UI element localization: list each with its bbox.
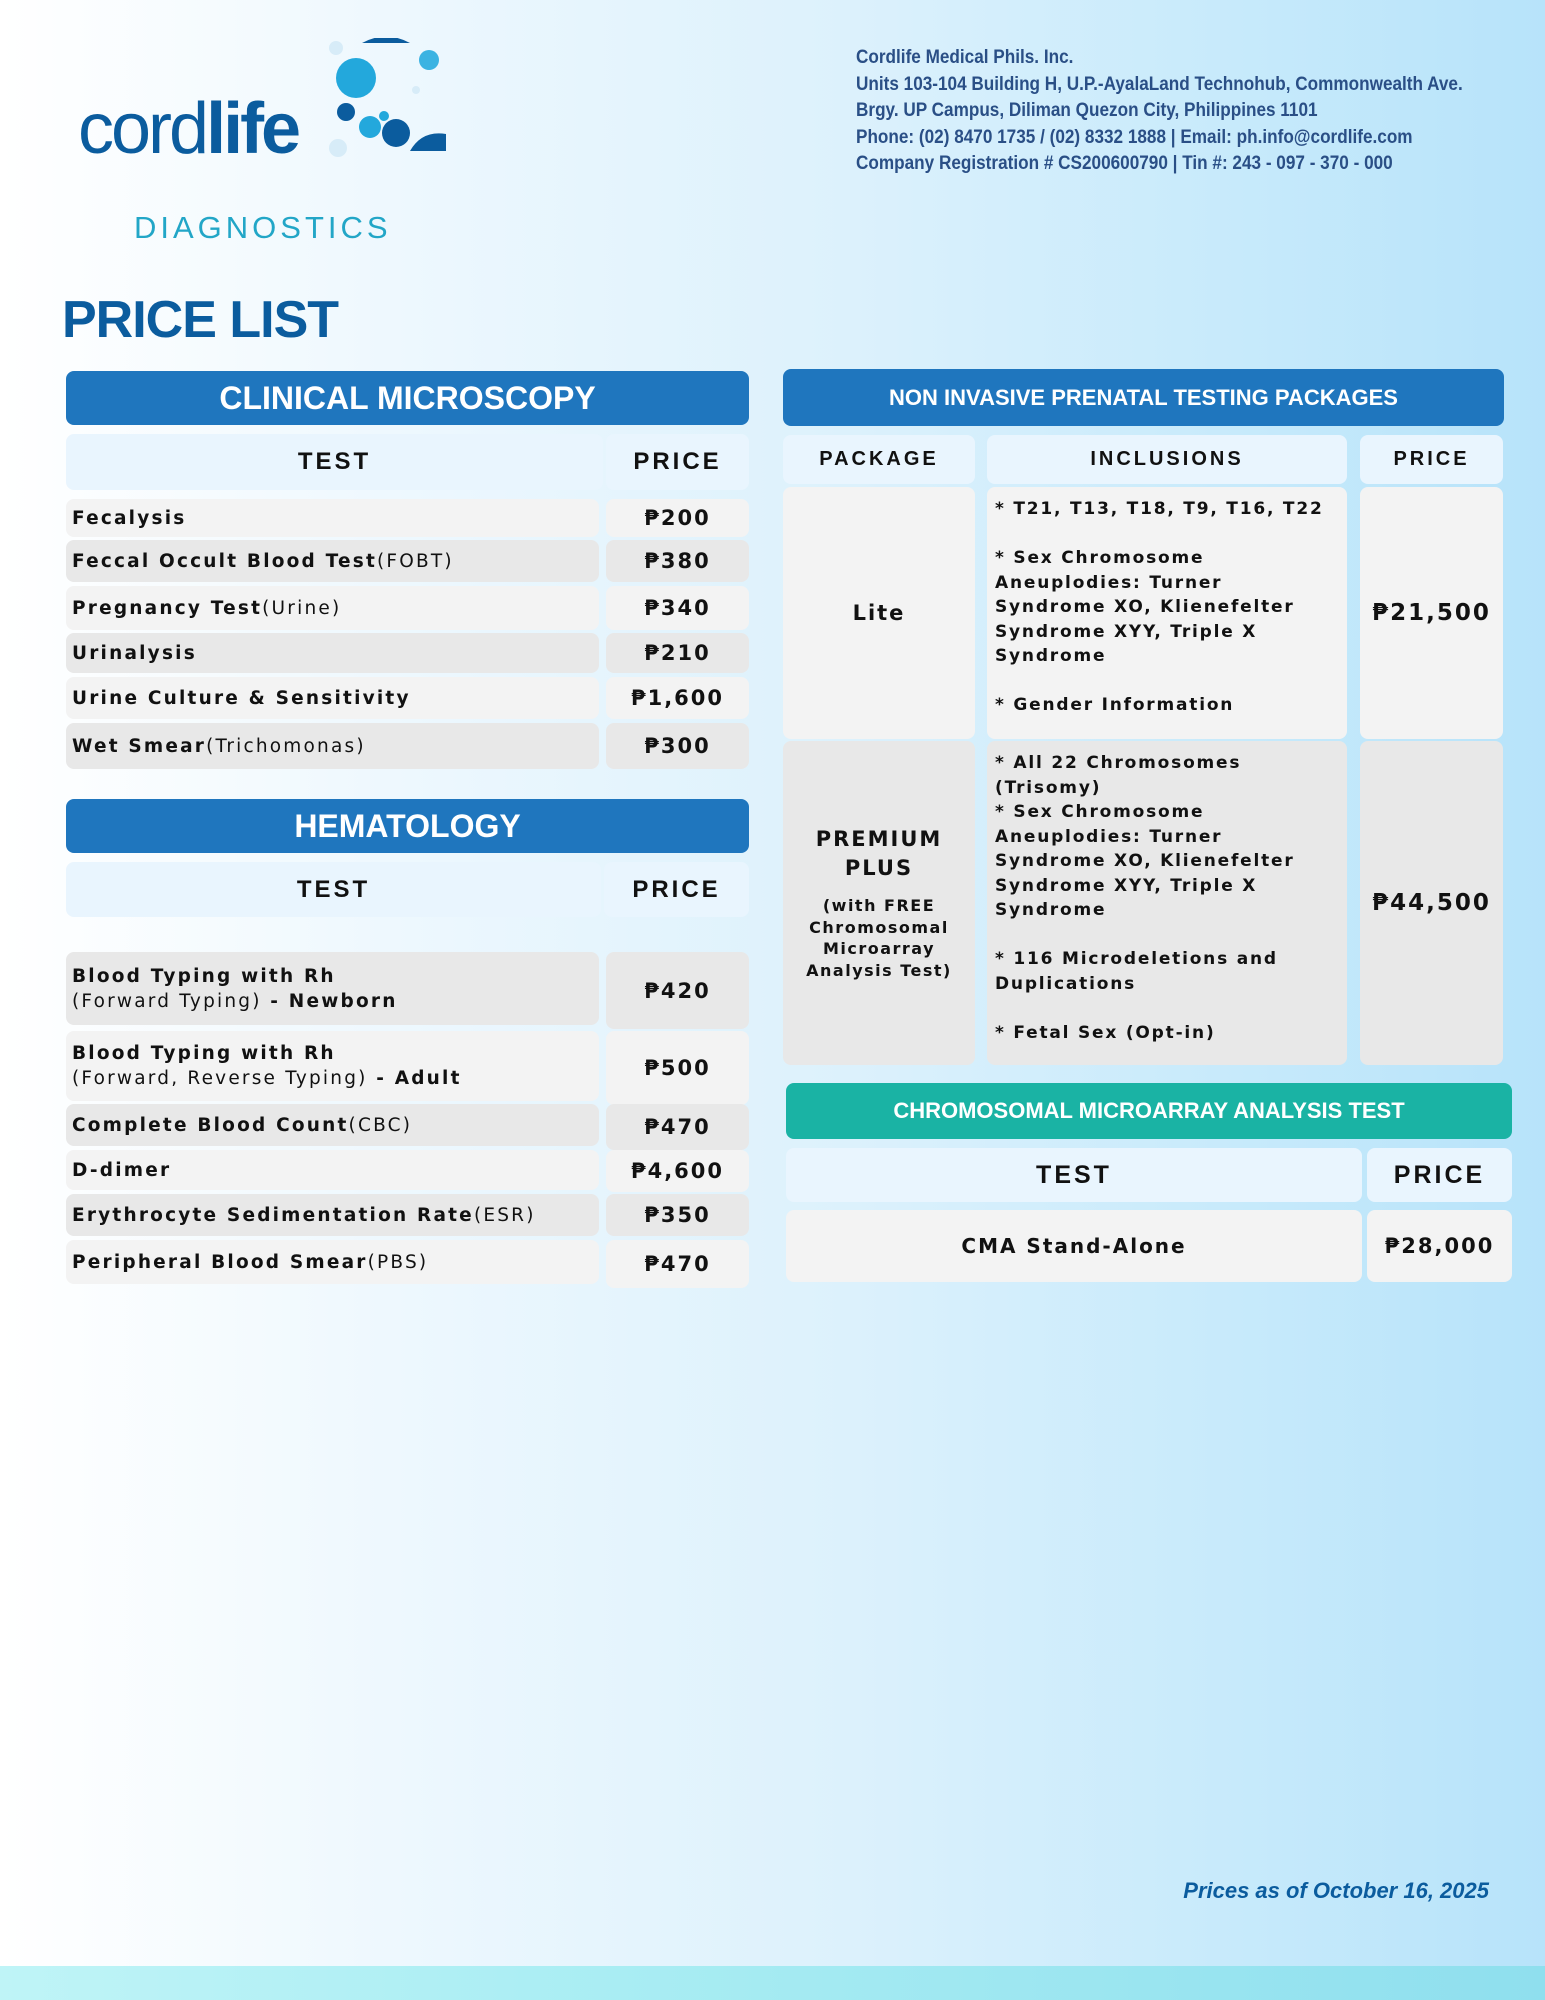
company-contact: Phone: (02) 8470 1735 / (02) 8332 1888 | Email: ph.info@cordlife.com [856,125,1413,148]
logo-subtitle: DIAGNOSTICS [134,210,392,245]
table-row: Urine Culture & Sensitivity [66,677,599,719]
cma-header: CHROMOSOMAL MICROARRAY ANALYSIS TEST [786,1083,1512,1139]
clinical-microscopy-header: CLINICAL MICROSCOPY [66,371,749,425]
nipt-col-price: PRICE [1360,435,1503,484]
cm-col-price: PRICE [606,434,749,490]
price-cell: ₱200 [606,499,749,537]
table-row: Urinalysis [66,633,599,673]
price-cell: ₱1,600 [606,677,749,719]
cma-test-name: CMA Stand-Alone [786,1210,1362,1282]
table-row: Peripheral Blood Smear (PBS) [66,1240,599,1284]
company-name: Cordlife Medical Phils. Inc. [856,46,1074,68]
price-cell: ₱28,000 [1367,1210,1512,1282]
price-cell: ₱210 [606,633,749,673]
price-cell: ₱44,500 [1360,741,1503,1065]
hematology-header: HEMATOLOGY [66,799,749,853]
nipt-header: NON INVASIVE PRENATAL TESTING PACKAGES [783,369,1504,426]
price-cell: ₱4,600 [606,1150,749,1192]
cordlife-logo [74,38,474,248]
package-name: PREMIUM PLUS [815,827,943,880]
cm-col-test: TEST [66,434,603,490]
table-row: Blood Typing with Rh (Forward Typing) - Newborn [66,952,599,1025]
price-cell: ₱350 [606,1194,749,1236]
hema-col-price: PRICE [604,862,749,917]
price-cell: ₱21,500 [1360,487,1503,739]
cma-col-test: TEST [786,1148,1362,1202]
company-info [856,44,1463,177]
table-row: Blood Typing with Rh (Forward, Reverse Typing) - Adult [66,1031,599,1101]
price-cell: ₱470 [606,1240,749,1288]
price-cell: ₱340 [606,586,749,630]
package-lite-inclusions: * T21, T13, T18, T9, T16, T22 * Sex Chromosome Aneuplodies: Turner Syndrome XO, Klienefelter Syndrome XYY, Triple X Syndrome * Gender Information [987,487,1347,739]
package-name: Lite [852,601,906,625]
price-cell: ₱380 [606,540,749,582]
table-row: Pregnancy Test (Urine) [66,586,599,630]
page-title: PRICE LIST [62,291,339,349]
package-sub: (with FREE Chromosomal Microarray Analysis Test) [806,896,952,980]
table-row: D-dimer [66,1150,599,1190]
company-address-1: Units 103-104 Building H, U.P.-AyalaLand Technohub, Commonwealth Ave. [856,72,1463,95]
nipt-col-package: PACKAGE [783,435,975,484]
price-cell: ₱420 [606,952,749,1029]
hema-col-test: TEST [66,862,601,917]
table-row: Feccal Occult Blood Test (FOBT) [66,540,599,582]
prices-date: Prices as of October 16, 2025 [1183,1878,1489,1903]
price-cell: ₱470 [606,1104,749,1150]
nipt-col-inclusions: INCLUSIONS [987,435,1347,484]
company-address-2: Brgy. UP Campus, Diliman Quezon City, Philippines 1101 [856,99,1318,121]
package-lite [783,487,975,739]
company-registration: Company Registration # CS200600790 | Tin #: 243 - 097 - 370 - 000 [856,152,1393,174]
cma-col-price: PRICE [1367,1148,1512,1202]
logo-dots-icon [324,38,454,168]
table-row: Complete Blood Count (CBC) [66,1104,599,1146]
table-row: Wet Smear (Trichomonas) [66,723,599,769]
price-cell: ₱300 [606,723,749,769]
logo-wordmark: cordlife [78,89,299,169]
bottom-band [0,1966,1545,2000]
price-cell: ₱500 [606,1031,749,1105]
table-row: Fecalysis [66,499,599,537]
package-premium-plus [783,741,975,1065]
table-row: Erythrocyte Sedimentation Rate (ESR) [66,1194,599,1236]
package-premium-inclusions: * All 22 Chromosomes (Trisomy) * Sex Chromosome Aneuplodies: Turner Syndrome XO, Klienefelter Syndrome XYY, Triple X Syndrome * 116 Microdeletions and Duplications * Fetal Sex (Opt-in) [987,741,1347,1065]
